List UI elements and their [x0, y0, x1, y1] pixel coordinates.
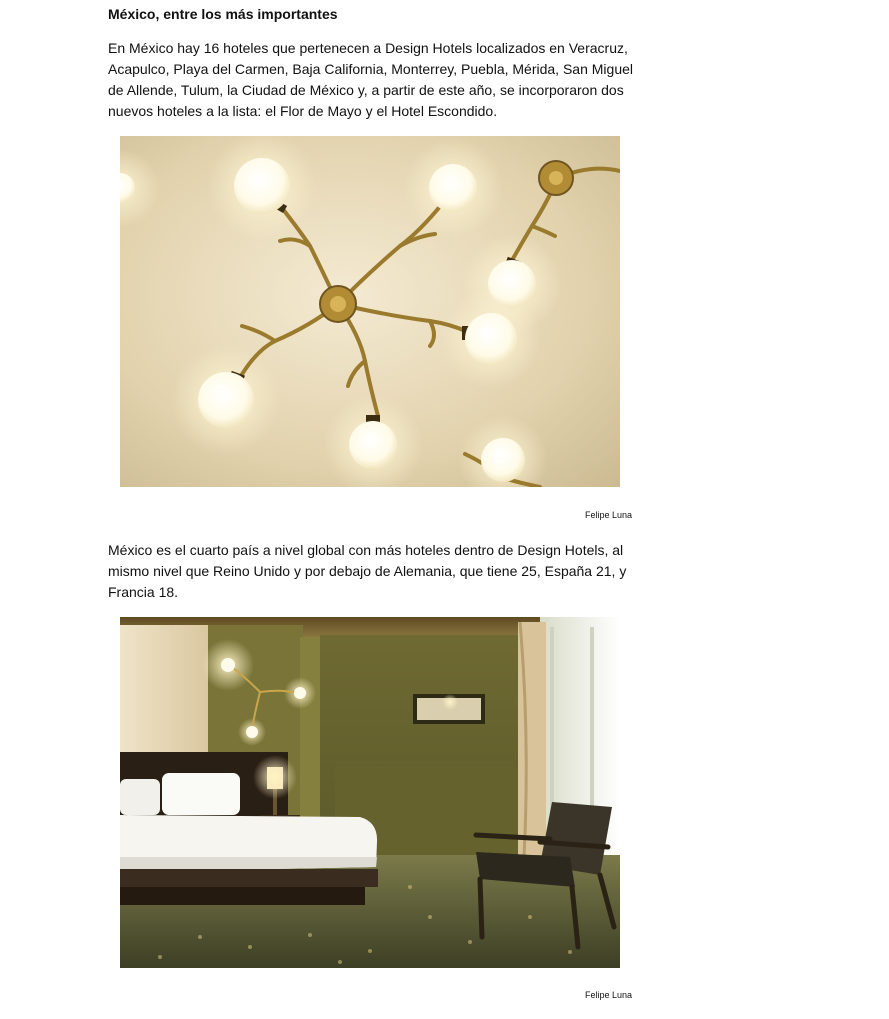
paragraph-mexico-ranking: México es el cuarto país a nivel global con más hoteles dentro de Design Hotels, al mismo nivel que Reino Unido y por debajo de Alemania, que tiene 25, España 21, y Francia 18. [108, 542, 627, 600]
photo-credit: Felipe Luna [584, 990, 632, 1000]
photo-credit: Felipe Luna [584, 510, 632, 520]
paragraph-hotels-in-mexico: En México hay 16 hoteles que pertenecen a Design Hotels localizados en Veracruz, Acapulco, Playa del Carmen, Baja California, Monterrey, Puebla, Mérida, San Miguel de Allende, Tulum, la Ciudad de México y, a partir de este año, se incorporaron dos nuevos hoteles a la lista: el Flor de Mayo y el Hotel Escondido. [108, 40, 633, 119]
section-heading: México, entre los más importantes [108, 6, 338, 22]
photo-branch-lamp [120, 136, 620, 487]
photo-hotel-bedroom [120, 617, 620, 968]
